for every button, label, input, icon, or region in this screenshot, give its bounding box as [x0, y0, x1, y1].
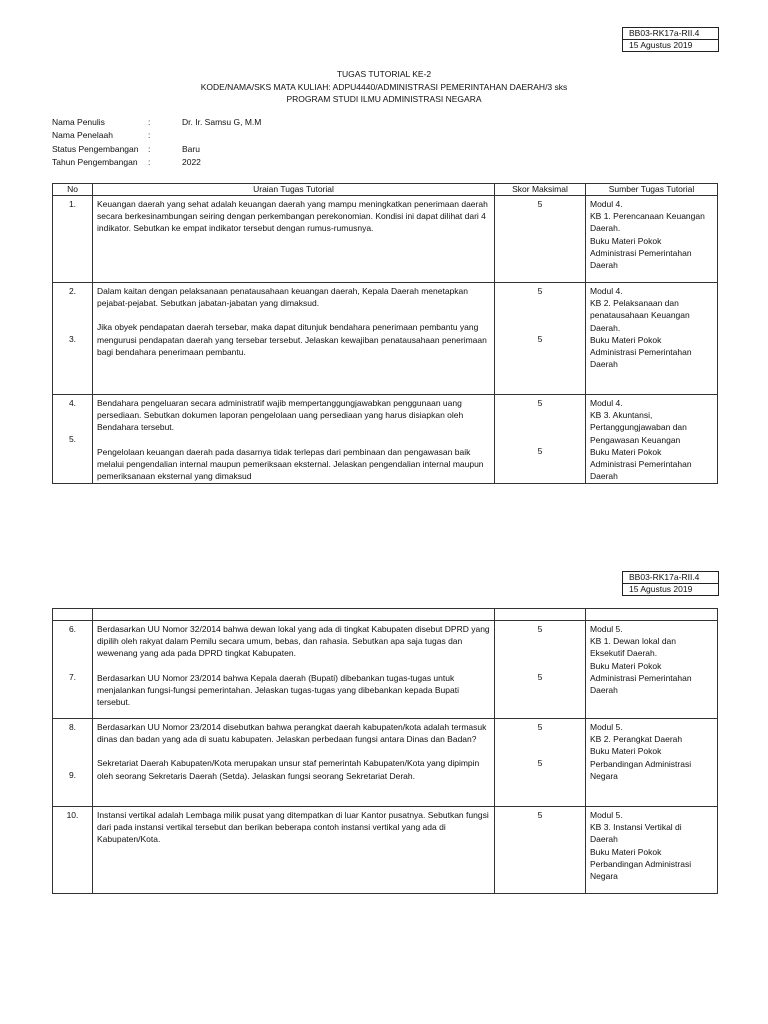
header-uraian: Uraian Tugas Tutorial — [93, 184, 495, 196]
task-text: Keuangan daerah yang sehat adalah keuangan daerah yang mampu meningkatkan penerimaan daerah secara berkesinambungan seiring dengan perkembangan perekonomian. Kondisi ini dapat dilihat dari 4 indikator. Sebutkan ke empat indikator tersebut dengan rumus-rumusnya. — [93, 196, 495, 283]
task-text: Instansi vertikal adalah Lembaga milik pusat yang ditempatkan di luar Kantor pusatnya. Sebutkan fungsi dari pada instansi vertikal tersebut dan berikan beberapa contoh instansi vertikal yang ada di Kabupaten/Kota. — [93, 807, 495, 894]
max-score: 5 5 — [495, 283, 586, 395]
table-header-row — [53, 609, 718, 621]
task-source: Modul 5. KB 2. Perangkat Daerah Buku Materi Pokok Perbandingan Administrasi Negara — [586, 719, 718, 807]
max-score: 5 5 — [495, 719, 586, 807]
document-date: 15 Agustus 2019 — [623, 583, 718, 595]
document-date: 15 Agustus 2019 — [623, 39, 718, 51]
table-row — [53, 395, 718, 484]
max-score: 5 5 — [495, 621, 586, 719]
header-skor: Skor Maksimal — [495, 184, 586, 196]
table-header-row — [53, 184, 718, 196]
task-text: Berdasarkan UU Nomor 23/2014 disebutkan bahwa perangkat daerah kabupaten/kota adalah termasuk dinas dan badan yang ada di suatu kabupaten. Jelaskan perbedaan fungsi antara Dinas dan Badan? Sekretariat Daerah Kabupaten/Kota merupakan unsur staf pemerintah Kabupaten/Kota yang dipimpin oleh seorang Sekretaris Daerah (Setda). Jelaskan fungsi seorang Sekretariat Derah. — [93, 719, 495, 807]
author-meta — [52, 117, 261, 170]
meta-row: Status Pengembangan : Baru — [52, 144, 261, 157]
table-row — [53, 621, 718, 719]
meta-row: Nama Penelaah : — [52, 130, 151, 141]
document-code: BB03-RK17a-RII.4 — [629, 572, 700, 582]
table-row — [53, 719, 718, 807]
table-row — [53, 196, 718, 283]
row-number: 2. 3. — [53, 283, 93, 395]
row-number: 1. — [53, 196, 93, 283]
meta-value: 2022 — [182, 156, 201, 167]
document-code-box — [622, 571, 719, 596]
title-line-3: PROGRAM STUDI ILMU ADMINISTRASI NEGARA — [286, 94, 482, 104]
row-number: 10. — [53, 807, 93, 894]
max-score: 5 — [495, 196, 586, 283]
meta-row: Nama Penulis : Dr. Ir. Samsu G, M.M — [52, 117, 261, 130]
meta-value: Dr. Ir. Samsu G, M.M — [182, 117, 262, 127]
meta-value: Baru — [182, 143, 200, 154]
row-number: 6. 7. — [53, 621, 93, 719]
header-sumber: Sumber Tugas Tutorial — [586, 184, 718, 196]
title-line-1: TUGAS TUTORIAL KE-2 — [336, 69, 432, 79]
task-source: Modul 5. KB 1. Dewan lokal dan Eksekutif Daerah. Buku Materi Pokok Administrasi Pemerintahan Daerah — [586, 621, 718, 719]
task-source: Modul 4. KB 2. Pelaksanaan dan penatausahaan Keuangan Daerah. Buku Materi Pokok Administrasi Pemerintahan Daerah — [586, 283, 718, 395]
max-score: 5 — [495, 807, 586, 894]
task-text: Berdasarkan UU Nomor 32/2014 bahwa dewan lokal yang ada di tingkat Kabupaten disebut DPRD yang dipilih oleh rakyat dalam Pemilu secara umum, bebas, dan rahasia. Sebutkan apa saja tugas dan wewenang yang ada pada DPRD tingkat Kabupaten. Berdasarkan UU Nomor 23/2014 bahwa Kepala daerah (Bupati) dibebankan tugas-tugas untuk menjalankan fungsi-fungsi pemerintahan. Jelaskan tugas-tugas yang dibebankan kepada Bupati tersebut. — [93, 621, 495, 719]
row-number: 8. 9. — [53, 719, 93, 807]
document-code-box — [622, 27, 719, 52]
document-title — [0, 68, 768, 106]
task-source: Modul 5. KB 3. Instansi Vertikal di Daerah Buku Materi Pokok Perbandingan Administrasi Negara — [586, 807, 718, 894]
document-code: BB03-RK17a-RII.4 — [629, 28, 700, 38]
task-source: Modul 4. KB 1. Perencanaan Keuangan Daerah. Buku Materi Pokok Administrasi Pemerintahan Daerah — [586, 196, 718, 283]
tutorial-table-page-2 — [52, 608, 718, 894]
task-text: Dalam kaitan dengan pelaksanaan penatausahaan keuangan daerah, Kepala Daerah menetapkan pejabat-pejabat. Sebutkan jabatan-jabatan yang dimaksud. Jika obyek pendapatan daerah tersebar, maka dapat ditunjuk bendahara penerimaan pembantu yang mengurusi pendapatan daerah yang tersebar tersebut. Jelaskan kewajiban penatausahaan penerimaan bagi bendahara penerimaan pembantu. — [93, 283, 495, 395]
table-row — [53, 283, 718, 395]
header-no: No — [53, 184, 93, 196]
meta-row: Tahun Pengembangan : 2022 — [52, 157, 261, 170]
task-text: Bendahara pengeluaran secara administratif wajib mempertanggungjawabkan penggunaan uang persediaan. Sebutkan dokumen laporan pengelolaan uang persediaan yang harus disiapkan oleh Bendahara tersebut. Pengelolaan keuangan daerah pada dasarnya tidak terlepas dari pembinaan dan pengawasan baik melalui pengendalian internal maupun pemeriksaan eksternal. Jelaskan pengendalian internal maupun pemeriksanaan eksternal yang dimaksud — [93, 395, 495, 484]
row-number: 4. 5. — [53, 395, 93, 484]
tutorial-table-page-1 — [52, 183, 718, 484]
table-row — [53, 807, 718, 894]
max-score: 5 5 — [495, 395, 586, 484]
task-source: Modul 4. KB 3. Akuntansi, Pertanggungjawaban dan Pengawasan Keuangan Buku Materi Pokok Administrasi Pemerintahan Daerah — [586, 395, 718, 484]
title-line-2: KODE/NAMA/SKS MATA KULIAH: ADPU4440/ADMINISTRASI PEMERINTAHAN DAERAH/3 sks — [200, 81, 568, 92]
